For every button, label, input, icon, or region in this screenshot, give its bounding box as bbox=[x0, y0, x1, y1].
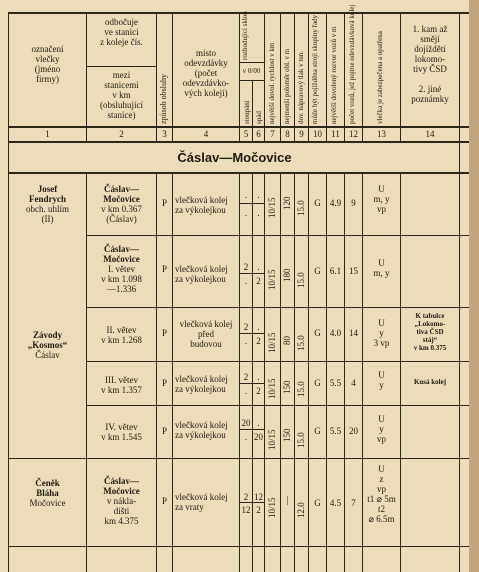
axle-load: 15.0 bbox=[296, 335, 306, 351]
max-speed: 10/15 bbox=[267, 197, 277, 218]
wheelbase: 4.0 bbox=[329, 328, 342, 338]
branch-km: v km 0.367 (Čáslav) bbox=[101, 204, 142, 224]
service-mode: P bbox=[161, 378, 167, 388]
col-number: 8 bbox=[285, 129, 290, 139]
owner-detail: obch. uhlím (II) bbox=[26, 204, 69, 224]
vline-7a bbox=[280, 12, 281, 142]
rule-sklon-top bbox=[239, 62, 264, 63]
note: Kusá kolej bbox=[413, 378, 447, 386]
header-col14: 1. kam až smějí dojíždětí lokomo- tivy ČSD 2. jiné poznámky bbox=[411, 24, 449, 104]
max-speed: 10/15 bbox=[267, 269, 277, 290]
min-radius: 120 bbox=[282, 196, 292, 210]
vline-11a bbox=[344, 12, 345, 142]
col-number: 10 bbox=[313, 129, 322, 139]
vline-3b bbox=[172, 173, 173, 572]
handover-place: vlečková kolej za výkolejkou bbox=[175, 374, 228, 394]
col-number: 3 bbox=[162, 129, 167, 139]
vline-12a bbox=[362, 12, 363, 142]
safety-equipment: U y bbox=[378, 370, 385, 390]
descent-value: . bbox=[257, 418, 260, 428]
safety-equipment: U y 3 vp bbox=[373, 318, 390, 348]
car-count: 4 bbox=[351, 378, 356, 388]
loco-series: G bbox=[314, 378, 321, 388]
branch-km: I. větev v km 1.098 —1.336 bbox=[101, 264, 142, 294]
descent-value: 2 bbox=[256, 336, 261, 346]
header-col1: označení vlečky (jméno firmy) bbox=[31, 44, 64, 84]
service-mode: P bbox=[161, 328, 167, 338]
loco-series: G bbox=[314, 328, 321, 338]
axle-load: 15.0 bbox=[296, 381, 306, 397]
owner-name: Čeněk Bláha bbox=[35, 478, 60, 498]
wheelbase: 4.5 bbox=[329, 498, 342, 508]
car-count: 14 bbox=[349, 328, 358, 338]
max-speed: 10/15 bbox=[267, 332, 277, 353]
header-col4: místo odevzdávky (počet odevzdávko- vých kolejí) bbox=[182, 48, 230, 98]
descent-value: 12 bbox=[254, 492, 263, 502]
safety-equipment: U m, y bbox=[373, 258, 390, 278]
climb-value: . bbox=[244, 208, 248, 218]
min-radius: 150 bbox=[282, 380, 292, 394]
wheelbase: 6.1 bbox=[329, 266, 342, 276]
safety-equipment: U z vp t1 ⌀ 5m t2 ⌀ 6.5m bbox=[367, 464, 396, 524]
climb-value: . bbox=[244, 386, 248, 396]
pair-divider bbox=[239, 502, 264, 503]
descent-value: 20 bbox=[254, 432, 263, 442]
vline-2a bbox=[156, 12, 157, 142]
pair-divider bbox=[239, 429, 264, 430]
descent-value: . bbox=[257, 322, 260, 332]
car-count: 15 bbox=[349, 266, 358, 276]
climb-value: 2 bbox=[243, 262, 249, 272]
handover-place: vlečková kolej za výkolejkou bbox=[175, 264, 228, 284]
max-speed: 10/15 bbox=[267, 497, 277, 518]
header-col2-top: odbočuje ve stanici z koleje čís. bbox=[100, 17, 143, 47]
header-col6: spád bbox=[255, 111, 263, 124]
climb-value: . bbox=[244, 276, 248, 286]
owner-detail: Močovice bbox=[29, 498, 66, 508]
col-number: 4 bbox=[203, 129, 209, 139]
header-col3: způsob obsluhy bbox=[159, 74, 168, 124]
col-number: 14 bbox=[425, 129, 435, 139]
header-col8: nejmenší poloměr obl. v m bbox=[283, 48, 291, 124]
section-title: Čáslav—Močovice bbox=[177, 150, 292, 165]
header-col9: dov. nápravový tlak v tun. bbox=[297, 50, 305, 124]
descent-value: . bbox=[257, 262, 260, 272]
axle-load: 15.0 bbox=[296, 200, 306, 216]
col-number: 5 bbox=[243, 129, 249, 139]
climb-value: 2 bbox=[243, 372, 249, 382]
axle-load: 12.0 bbox=[296, 502, 306, 518]
col-number: 9 bbox=[299, 129, 304, 139]
vline-10a bbox=[326, 12, 327, 142]
pair-divider bbox=[239, 333, 264, 334]
note: K tabulce „Lokomo- tiva ČSD stáj“ v km 0.375 bbox=[413, 312, 447, 352]
owner-name: Závody „Kosmos“ bbox=[27, 330, 68, 350]
col-number: 7 bbox=[270, 129, 275, 139]
loco-series: G bbox=[314, 426, 321, 436]
branch-station: Čáslav— Močovice bbox=[103, 184, 140, 204]
climb-value: 2 bbox=[243, 322, 249, 332]
wheelbase: 5.5 bbox=[329, 426, 342, 436]
header-col7: největší dovol. rychlost v km bbox=[268, 42, 276, 124]
vline-right bbox=[459, 12, 460, 572]
vline-6a bbox=[264, 12, 265, 142]
safety-equipment: U y vp bbox=[377, 414, 386, 444]
climb-value: 20 bbox=[241, 418, 251, 428]
service-mode: P bbox=[161, 426, 167, 436]
axle-load: 15.0 bbox=[296, 432, 306, 448]
handover-place: vlečková kolej za vraty bbox=[175, 492, 228, 512]
wheelbase: 5.5 bbox=[329, 378, 342, 388]
service-mode: P bbox=[161, 198, 167, 208]
pair-divider bbox=[239, 203, 264, 204]
rule-row4 bbox=[86, 405, 469, 406]
col-number: 13 bbox=[377, 129, 386, 139]
car-count: 20 bbox=[349, 426, 358, 436]
col-number: 2 bbox=[119, 129, 124, 139]
min-radius: — bbox=[282, 496, 292, 505]
loco-series: G bbox=[314, 266, 321, 276]
vline-7b bbox=[280, 173, 281, 572]
axle-load: 15.0 bbox=[296, 272, 306, 288]
min-radius: 180 bbox=[282, 268, 292, 282]
branch-km: II. větev v km 1.268 bbox=[101, 325, 142, 345]
climb-value: 12 bbox=[241, 505, 251, 515]
header-col13: vlečka je zabezpečena a opatřena bbox=[376, 31, 384, 124]
min-radius: 150 bbox=[282, 428, 292, 442]
owner-detail: Čáslav bbox=[35, 350, 60, 360]
car-count: 9 bbox=[351, 198, 356, 208]
col-number: 12 bbox=[349, 129, 358, 139]
descent-value: 2 bbox=[256, 505, 261, 515]
loco-series: G bbox=[314, 498, 321, 508]
climb-value: . bbox=[244, 336, 248, 346]
rule-row1 bbox=[86, 235, 469, 236]
descent-value: . bbox=[257, 208, 260, 218]
branch-station: Čáslav— Močovice bbox=[103, 244, 140, 264]
wheelbase: 4.9 bbox=[329, 198, 342, 208]
branch-km: v nákla- dišti km 4.375 bbox=[104, 496, 139, 526]
vline-11b bbox=[344, 173, 345, 572]
descent-value: 2 bbox=[256, 386, 261, 396]
rule-row2 bbox=[86, 307, 469, 308]
vline-9b bbox=[308, 173, 309, 572]
vline-13b bbox=[400, 173, 401, 572]
branch-station: Čáslav— Močovice bbox=[103, 476, 140, 496]
descent-value: . bbox=[257, 372, 260, 382]
min-radius: 80 bbox=[282, 336, 292, 345]
service-mode: P bbox=[161, 496, 167, 506]
branch-km: IV. větev v km 1.545 bbox=[101, 422, 142, 442]
handover-place: vlečková kolej za výkolejkou bbox=[175, 195, 228, 215]
car-count: 7 bbox=[351, 498, 356, 508]
owner-name: Josef Fendrych bbox=[29, 184, 66, 204]
header-sklon-unit: v 0/00 bbox=[242, 67, 261, 75]
descent-value: . bbox=[257, 190, 260, 200]
handover-place: vlečková kolej za výkolejkou bbox=[175, 420, 228, 440]
vline-2b bbox=[156, 173, 157, 572]
vline-6b bbox=[264, 173, 265, 572]
vline-8b bbox=[294, 173, 295, 572]
safety-equipment: U m, y vp bbox=[373, 184, 390, 214]
rule-col2-mid bbox=[86, 66, 156, 67]
header-col10: může být pojížděna strojí skupiny řady bbox=[311, 14, 319, 124]
rule-row3 bbox=[86, 361, 469, 362]
header-col11: největší dovolený rozvor vozů v m bbox=[330, 26, 338, 124]
col-number: 1 bbox=[45, 129, 50, 139]
climb-value: 2 bbox=[243, 492, 249, 502]
binding-gutter bbox=[469, 0, 479, 572]
col-number: 6 bbox=[256, 129, 261, 139]
climb-value: . bbox=[244, 190, 248, 200]
pair-divider bbox=[239, 383, 264, 384]
header-col12: počet vozů, jež pojme odevzdávková kolej bbox=[348, 4, 356, 124]
vline-8a bbox=[294, 12, 295, 142]
branch-km: III. větev v km 1.357 bbox=[101, 375, 142, 395]
handover-place: vlečková kolej před budovou bbox=[179, 319, 233, 349]
climb-value: . bbox=[244, 432, 248, 442]
max-speed: 10/15 bbox=[267, 429, 277, 450]
header-col5: stoupání bbox=[243, 100, 251, 124]
max-speed: 10/15 bbox=[267, 378, 277, 399]
header-col2-bottom: mezi stanicemi v km (obsluhující stanice) bbox=[100, 70, 143, 120]
vline-10b bbox=[326, 173, 327, 572]
descent-value: 2 bbox=[256, 276, 261, 286]
pair-divider bbox=[239, 273, 264, 274]
service-mode: P bbox=[161, 264, 167, 274]
vline-9a bbox=[308, 12, 309, 142]
vline-4a bbox=[239, 12, 240, 142]
loco-series: G bbox=[314, 198, 321, 208]
header-sklon: rozhodující sklon bbox=[241, 11, 249, 60]
col-number: 11 bbox=[331, 129, 340, 139]
